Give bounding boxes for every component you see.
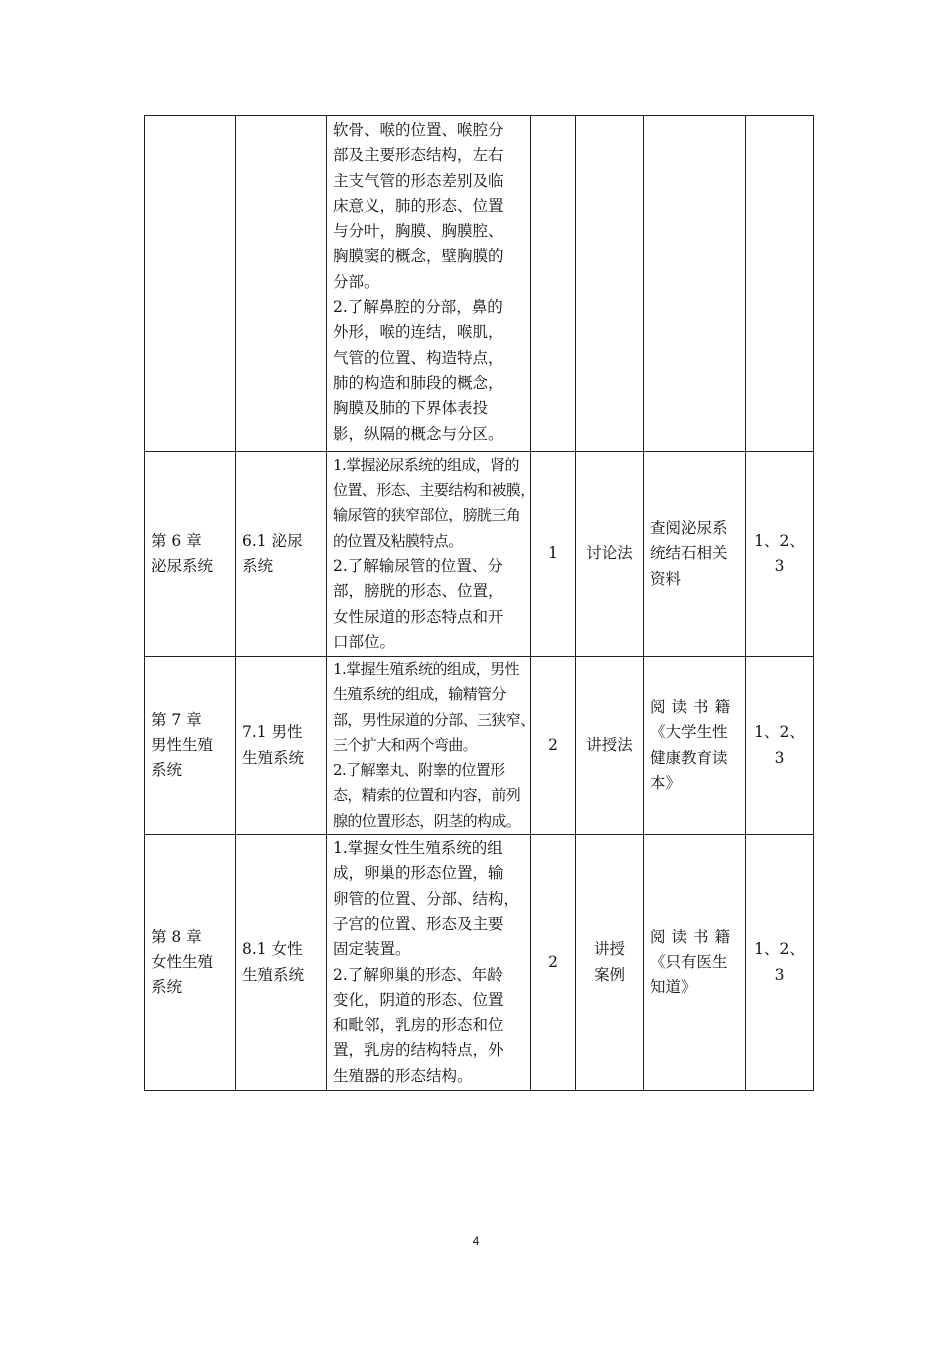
section-cell [236,835,327,1091]
content-line: 肺的构造和肺段的概念， [333,373,504,392]
objectives-cell: 1、2、3 [746,657,814,835]
content-line: 的位置及粘膜特点。 [333,531,463,550]
content-line: 部，男性尿道的分部、三狭窄、 [333,710,535,729]
section-title: 系统 [242,557,274,575]
content-cell [327,657,535,835]
chapter-title: 女性生殖 [151,952,214,971]
content-line: 气管的位置、构造特点， [333,348,504,367]
content-line: 胸膜及肺的下界体表投 [333,399,489,418]
content-cell [327,116,531,452]
objectives-cell: 1、2、3 [746,452,814,657]
chapter-label: 第 6 章 [151,531,202,550]
hours-cell [531,116,576,452]
reading-line: 《只有医生 [650,952,728,971]
content-line: 女性尿道的形态特点和开 [333,607,504,626]
chapter-title: 泌尿系统 [151,557,214,575]
chapter-label: 第 8 章 [151,927,202,946]
reading-cell [644,116,746,452]
content-line: 1.掌握泌尿系统的组成，肾的 [333,455,519,474]
content-line: 床意义，肺的形态、位置 [333,196,504,215]
content-line: 输尿管的狭窄部位，膀胱三角 [333,506,521,525]
content-line: 1.掌握女性生殖系统的组 [333,839,503,858]
reading-cell [644,835,746,1091]
method-cell [576,116,644,452]
content-line: 分部。 [333,272,380,291]
course-syllabus-table [144,115,814,1091]
method-cell: 讨论法 [576,452,644,657]
table-row [145,657,814,835]
section-label: 8.1 女性 [242,940,303,959]
reading-line: 健康教育读 [650,748,728,767]
chapter-label: 第 7 章 [151,710,202,729]
content-line: 卵管的位置、分部、结构， [333,889,520,908]
content-line: 口部位。 [333,632,396,651]
content-line: 部，膀胱的形态、位置， [333,582,504,601]
section-label: 7.1 男性 [242,723,303,742]
chapter-cell [145,657,236,835]
section-cell [236,657,327,835]
content-line: 2.了解鼻腔的分部，鼻的 [333,298,503,317]
reading-line: 阅读书籍 [650,697,737,716]
reading-line: 查阅泌尿系 [650,519,728,538]
section-title: 生殖系统 [242,965,305,984]
chapter-title: 系统 [151,978,183,997]
content-line: 位置、形态、主要结构和被膜， [333,481,535,500]
content-line: 态，精索的位置和内容，前列 [333,786,521,805]
hours-cell: 1 [531,452,576,657]
reading-line: 资料 [650,569,682,588]
content-line: 外形，喉的连结，喉肌， [333,323,504,342]
content-line: 胸膜窦的概念，壁胸膜的 [333,247,504,266]
content-line: 软骨、喉的位置、喉腔分 [333,121,504,139]
chapter-title: 系统 [151,761,183,780]
content-line: 影，纵隔的概念与分区。 [333,424,504,443]
content-line: 主支气管的形态差别及临 [333,171,504,190]
reading-cell [644,452,746,657]
objectives-cell [746,116,814,452]
content-line: 腺的位置形态，阴茎的构成。 [333,811,521,830]
section-title: 生殖系统 [242,748,305,767]
method-line: 案例 [593,965,625,984]
reading-cell [644,657,746,835]
content-line: 变化，阴道的形态、位置 [333,990,504,1009]
page-number: 4 [472,1234,480,1248]
content-line: 成，卵巢的形态位置，输 [333,864,504,883]
chapter-title: 男性生殖 [151,735,214,754]
reading-line: 阅读书籍 [650,927,737,946]
content-line: 和毗邻，乳房的形态和位 [333,1016,504,1035]
section-label: 6.1 泌尿 [242,531,303,550]
method-cell [576,835,644,1091]
content-line: 子宫的位置、形态及主要 [333,914,504,933]
content-line: 与分叶，胸膜、胸膜腔、 [333,222,504,241]
content-line: 1.掌握生殖系统的组成，男性 [333,660,519,678]
chapter-cell [145,835,236,1091]
table-row [145,452,814,657]
method-line: 讲授 [593,940,625,959]
section-cell [236,116,327,452]
table-row [145,116,814,452]
table-row [145,835,814,1091]
content-line: 2.了解睾丸、附睾的位置形 [333,761,505,780]
content-cell [327,452,535,657]
content-line: 置，乳房的结构特点，外 [333,1041,504,1060]
chapter-cell [145,452,236,657]
content-line: 生殖器的形态结构。 [333,1066,473,1085]
reading-line: 知道》 [650,978,697,997]
content-line: 生殖系统的组成，输精管分 [333,685,506,704]
content-line: 2.了解输尿管的位置、分 [333,557,503,575]
hours-cell: 2 [531,657,576,835]
content-line: 三个扩大和两个弯曲。 [333,735,478,754]
objectives-cell: 1、2、3 [746,835,814,1091]
reading-line: 《大学生性 [650,723,728,742]
content-line: 部及主要形态结构，左右 [333,146,504,165]
chapter-cell [145,116,236,452]
reading-line: 统结石相关 [650,544,728,563]
content-line: 固定装置。 [333,940,411,959]
method-cell: 讲授法 [576,657,644,835]
hours-cell: 2 [531,835,576,1091]
reading-line: 本》 [650,773,682,792]
section-cell [236,452,327,657]
content-cell [327,835,531,1091]
content-line: 2.了解卵巢的形态、年龄 [333,965,503,984]
